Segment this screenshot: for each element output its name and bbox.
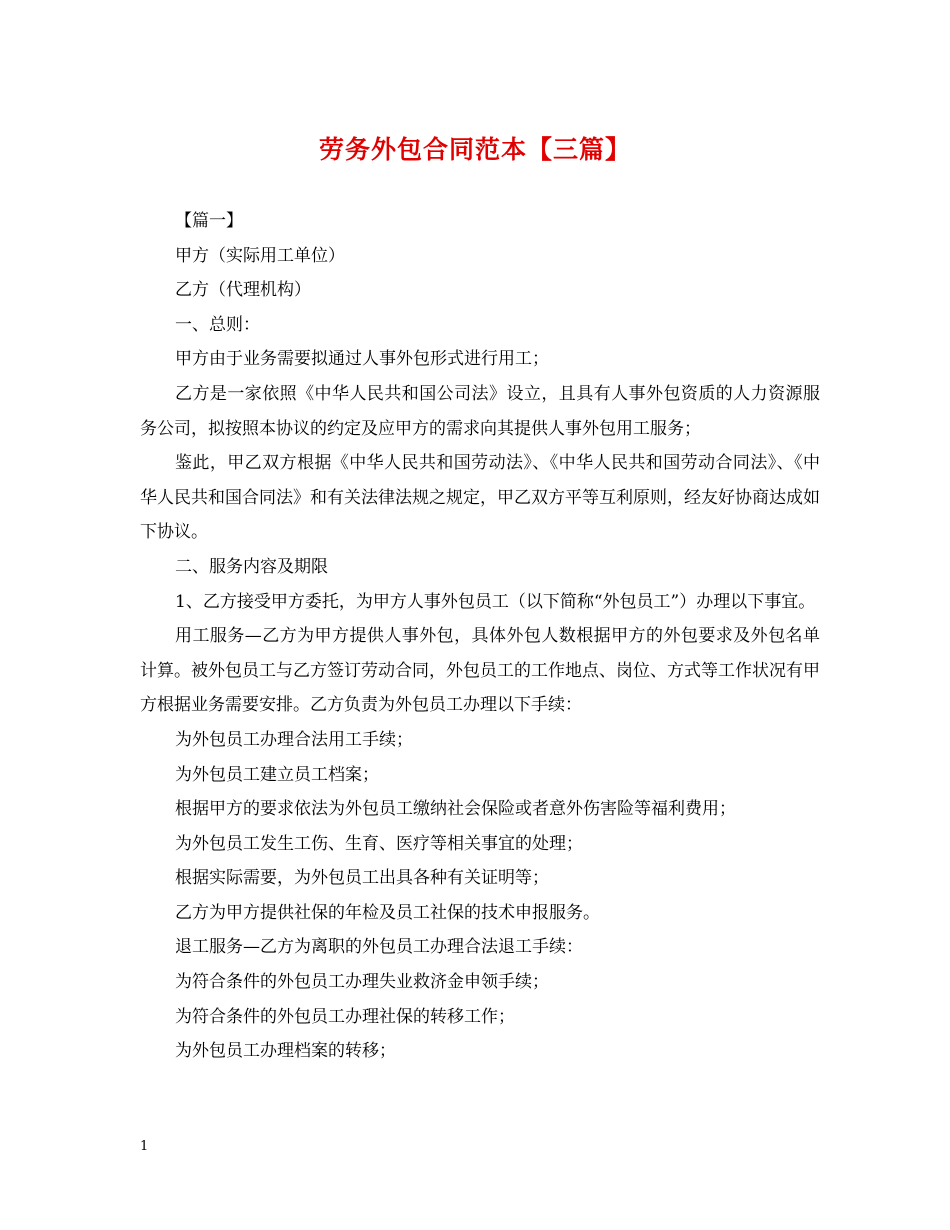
- party-b-line: 乙方（代理机构）: [175, 280, 311, 301]
- list-item: 为外包员工发生工伤、生育、医疗等相关事宜的处理；: [175, 833, 583, 854]
- list-item: 为外包员工办理档案的转移；: [175, 1041, 396, 1062]
- page-number: 1: [140, 1139, 149, 1154]
- list-item: 根据实际需要，为外包员工出具各种有关证明等；: [175, 868, 549, 889]
- list-item: 乙方为甲方提供社保的年检及员工社保的技术申报服务。: [175, 902, 600, 923]
- paragraph: 乙方是一家依照《中华人民共和国公司法》设立，且具有人事外包资质的人力资源服务公司，拟按照本协议的约定及应甲方的需求向其提供人事外包用工服务；: [140, 383, 820, 439]
- document-body: [140, 204, 820, 1069]
- clause-heading-services: 二、服务内容及期限: [175, 556, 328, 577]
- clause-heading-general: 一、总则：: [175, 314, 260, 335]
- paragraph: 退工服务—乙方为离职的外包员工办理合法退工手续：: [175, 937, 583, 958]
- list-item: 根据甲方的要求依法为外包员工缴纳社会保险或者意外伤害险等福利费用；: [175, 799, 736, 820]
- section-heading-part-one: 【篇一】: [175, 211, 243, 231]
- paragraph: 1、乙方接受甲方委托，为甲方人事外包员工（以下简称“外包员工”）办理以下事宜。: [175, 591, 816, 612]
- list-item: 为符合条件的外包员工办理社保的转移工作；: [175, 1006, 515, 1027]
- party-a-line: 甲方（实际用工单位）: [175, 245, 345, 266]
- document-title: 劳务外包合同范本【三篇】: [318, 135, 631, 164]
- paragraph: 甲方由于业务需要拟通过人事外包形式进行用工；: [175, 349, 549, 370]
- paragraph: 用工服务—乙方为甲方提供人事外包，具体外包人数根据甲方的外包要求及外包名单计算。被外包员工与乙方签订劳动合同，外包员工的工作地点、岗位、方式等工作状况有甲方根据业务需要安排。乙方负责为外包员工办理以下手续：: [140, 626, 820, 716]
- list-item: 为外包员工建立员工档案；: [175, 764, 379, 785]
- list-item: 为外包员工办理合法用工手续；: [175, 729, 413, 750]
- list-item: 为符合条件的外包员工办理失业救济金申领手续；: [175, 972, 549, 993]
- paragraph: 鉴此，甲乙双方根据《中华人民共和国劳动法》、《中华人民共和国劳动合同法》、《中华人民共和国合同法》和有关法律法规之规定，甲乙双方平等互利原则，经友好协商达成如下协议。: [140, 453, 820, 543]
